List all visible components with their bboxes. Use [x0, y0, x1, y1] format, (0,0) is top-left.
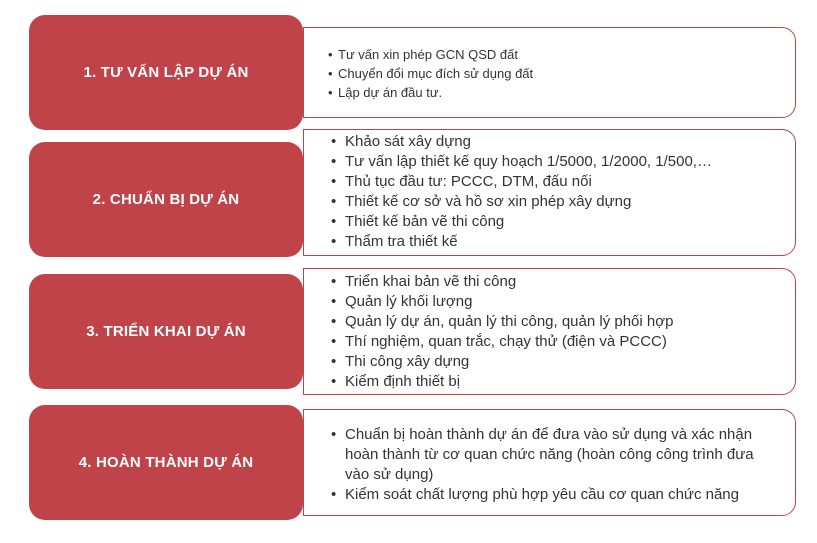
stage-3-item: • Kiểm định thiết bị: [330, 372, 795, 392]
stage-1-item: • Tư vấn xin phép GCN QSD đất: [328, 45, 795, 64]
stage-4-title: 4. HOÀN THÀNH DỰ ÁN: [78, 454, 254, 471]
stage-2-title: 2. CHUẨN BỊ DỰ ÁN: [92, 191, 240, 208]
stage-1-item: • Chuyển đổi mục đích sử dụng đất: [328, 64, 795, 83]
stage-3-item: • Thi công xây dựng: [330, 352, 795, 372]
stage-1-title-box: [29, 15, 303, 130]
stage-3-item: • Thí nghiệm, quan trắc, chạy thử (điện và PCCC): [330, 332, 795, 352]
stage-3-item: • Quản lý khối lượng: [330, 292, 795, 312]
stage-4-title-box: [29, 405, 303, 520]
stage-2-details: [303, 129, 796, 256]
stage-2-item: • Thủ tục đầu tư: PCCC, DTM, đấu nối: [330, 172, 795, 192]
stage-2-item: • Thiết kế cơ sở và hồ sơ xin phép xây dựng: [330, 192, 795, 212]
stage-3-details: [303, 268, 796, 395]
stage-1-title: 1. TƯ VẤN LẬP DỰ ÁN: [83, 64, 249, 81]
stage-2-item: • Tư vấn lập thiết kế quy hoạch 1/5000, 1/2000, 1/500,…: [330, 152, 795, 172]
stage-2-item: • Thiết kế bản vẽ thi công: [330, 212, 795, 232]
stage-3-item: • Quản lý dự án, quản lý thi công, quản lý phối hợp: [330, 312, 795, 332]
stage-2-title-box: [29, 142, 303, 257]
stage-4-item: • Chuẩn bị hoàn thành dự án để đưa vào sử dụng và xác nhận hoàn thành từ cơ quan chức năng (hoàn công công trình đưa vào sử dụng): [330, 425, 775, 485]
stage-1-item: • Lập dự án đầu tư.: [328, 83, 795, 102]
stage-2-item: • Thẩm tra thiết kế: [330, 232, 795, 252]
stage-1-details: [303, 27, 796, 118]
stage-3-title-box: [29, 274, 303, 389]
stage-4-details: [303, 409, 796, 516]
stage-2-item: • Khảo sát xây dựng: [330, 132, 795, 152]
stage-4-item: • Kiểm soát chất lượng phù hợp yêu cầu cơ quan chức năng: [330, 485, 775, 505]
stage-3-title: 3. TRIỂN KHAI DỰ ÁN: [86, 323, 246, 340]
stage-3-item: • Triển khai bản vẽ thi công: [330, 272, 795, 292]
